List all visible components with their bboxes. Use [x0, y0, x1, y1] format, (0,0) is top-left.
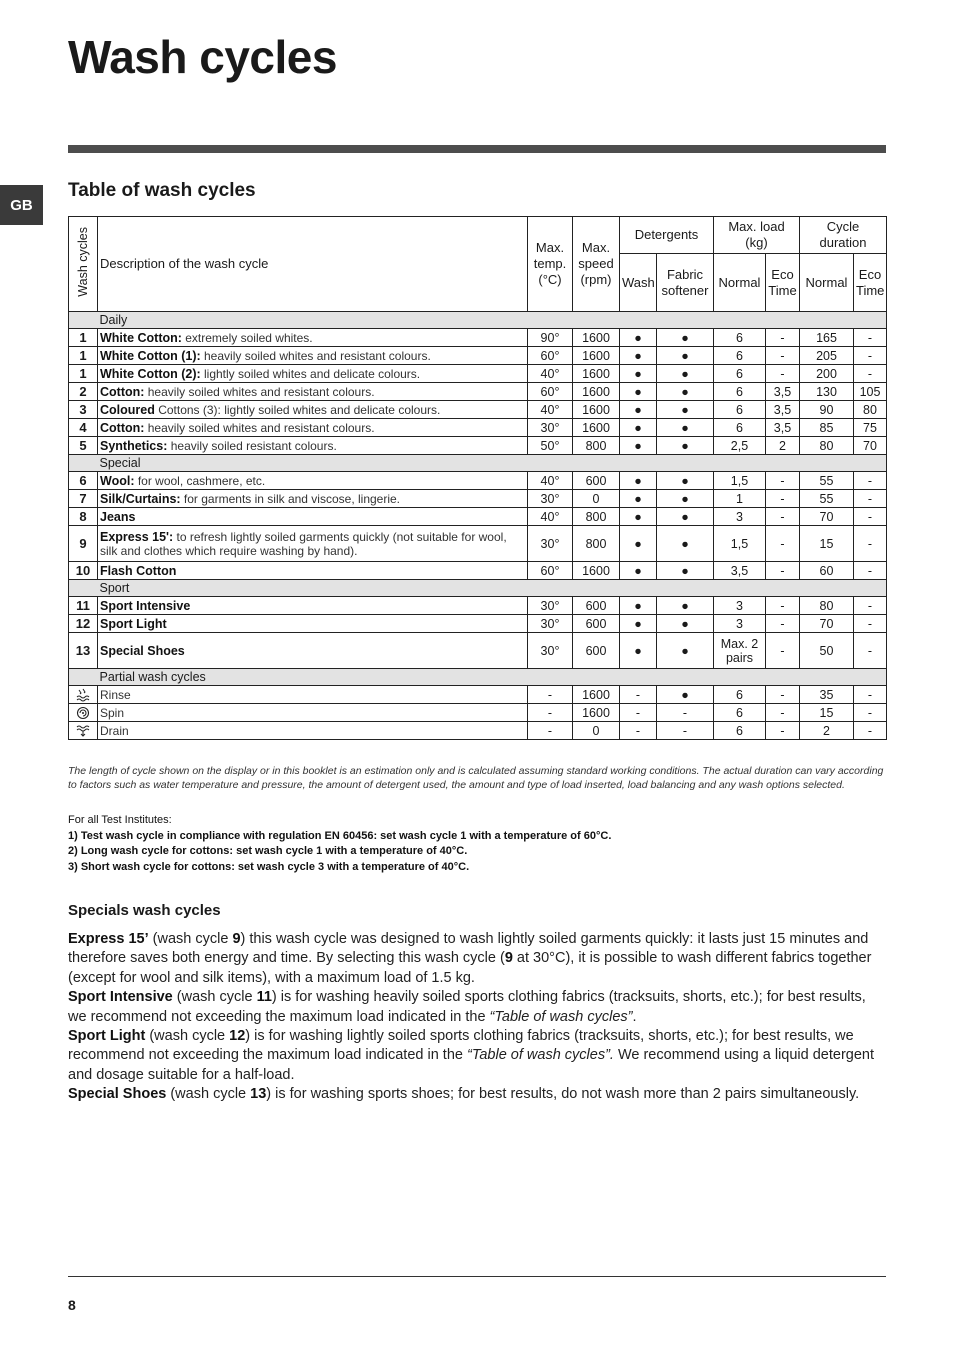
footer-divider [68, 1276, 886, 1277]
cell-wash-detergent: ● [620, 437, 657, 455]
cycle-number: 1 [69, 347, 98, 365]
cell-wash-detergent: ● [620, 633, 657, 669]
cell-load-eco: - [766, 508, 800, 526]
cell-fabric-softener: ● [657, 562, 714, 580]
special-shoes-paragraph: Special Shoes (wash cycle 13) is for washing sports shoes; for best results, do not wash more than 2 pairs simultaneously. [68, 1086, 860, 1103]
cell-duration-eco: - [854, 526, 887, 562]
cycle-number: 8 [69, 508, 98, 526]
cell-max-speed: 1600 [573, 401, 620, 419]
cell-max-temp: 30° [528, 419, 573, 437]
cell-load-eco: - [766, 490, 800, 508]
cell-max-speed: 1600 [573, 562, 620, 580]
cycle-name: Jeans [100, 509, 136, 524]
cycle-detail: Drain [100, 723, 129, 738]
cell-duration-normal: 70 [800, 508, 854, 526]
cycle-number: 5 [69, 437, 98, 455]
cell-load-eco: - [766, 365, 800, 383]
header-load-eco-time: Eco Time [766, 254, 800, 312]
header-wash: Wash [620, 254, 657, 312]
cell-duration-eco: - [854, 686, 887, 704]
cycle-description [98, 365, 528, 383]
cell-load-normal: 6 [714, 704, 766, 722]
cell-load-normal: 6 [714, 365, 766, 383]
cell-max-temp: - [528, 686, 573, 704]
cycle-name: Express 15': [100, 529, 174, 544]
cell-duration-normal: 55 [800, 472, 854, 490]
cycle-detail: heavily soiled whites and resistant colours. [144, 384, 375, 399]
cell-load-normal: 3,5 [714, 562, 766, 580]
cell-load-eco: - [766, 597, 800, 615]
cell-duration-normal: 15 [800, 526, 854, 562]
cycle-description [98, 562, 528, 580]
cell-load-eco: - [766, 686, 800, 704]
table-body [69, 312, 887, 740]
cell-wash-detergent: - [620, 722, 657, 740]
cell-fabric-softener: ● [657, 401, 714, 419]
cell-wash-detergent: ● [620, 526, 657, 562]
cell-load-eco: 2 [766, 437, 800, 455]
cycle-number: 4 [69, 419, 98, 437]
cell-load-eco: - [766, 526, 800, 562]
cell-wash-detergent: ● [620, 383, 657, 401]
cell-fabric-softener: ● [657, 419, 714, 437]
cycle-description [98, 722, 528, 740]
table-row [69, 329, 887, 347]
header-detergents: Detergents [620, 217, 714, 254]
cycle-description [98, 347, 528, 365]
cycle-name: Wool: [100, 473, 135, 488]
table-row [69, 490, 887, 508]
cell-load-eco: - [766, 329, 800, 347]
duration-note: The length of cycle shown on the display or in this booklet is an estimation only and is calculated assuming standard working conditions. The actual duration can vary according to factors such as water temperature and pressure, the amount of detergent used, the amount and type of load inserted, load balancing and any wash options selected. [68, 765, 884, 791]
table-row [69, 472, 887, 490]
cycle-detail: lightly soiled whites and delicate colours. [200, 366, 421, 381]
cell-load-eco: - [766, 615, 800, 633]
cycle-detail: heavily soiled whites and resistant colours. [200, 348, 431, 363]
table-row [69, 347, 887, 365]
cycle-number: 1 [69, 365, 98, 383]
cell-max-speed: 600 [573, 615, 620, 633]
wash-cycles-table [68, 216, 887, 740]
table-row [69, 419, 887, 437]
cell-fabric-softener: ● [657, 472, 714, 490]
cycle-number: 3 [69, 401, 98, 419]
cycle-detail: for garments in silk and viscose, lingerie. [180, 491, 401, 506]
cell-duration-normal: 200 [800, 365, 854, 383]
cell-load-normal: 1,5 [714, 472, 766, 490]
cell-load-normal: 3 [714, 508, 766, 526]
cell-max-temp: 50° [528, 437, 573, 455]
table-row [69, 365, 887, 383]
cell-load-eco: 3,5 [766, 419, 800, 437]
cell-load-eco: - [766, 633, 800, 669]
cycle-number: 12 [69, 615, 98, 633]
cycle-description [98, 526, 528, 562]
cell-duration-eco: 75 [854, 419, 887, 437]
cycle-number: 11 [69, 597, 98, 615]
cell-fabric-softener: - [657, 704, 714, 722]
cell-load-normal: 1,5 [714, 526, 766, 562]
cell-fabric-softener: ● [657, 329, 714, 347]
cell-duration-eco: 70 [854, 437, 887, 455]
cell-max-speed: 1600 [573, 383, 620, 401]
cell-max-speed: 1600 [573, 347, 620, 365]
cycle-name: Special Shoes [100, 643, 185, 658]
cycle-detail: heavily soiled whites and resistant colours. [144, 420, 375, 435]
drain-icon [69, 722, 98, 740]
cycle-description [98, 472, 528, 490]
table-row [69, 722, 887, 740]
cell-duration-normal: 35 [800, 686, 854, 704]
cell-max-speed: 800 [573, 508, 620, 526]
cell-max-temp: - [528, 704, 573, 722]
group-row [69, 580, 887, 597]
cell-load-eco: 3,5 [766, 401, 800, 419]
cycle-description [98, 704, 528, 722]
cell-max-temp: 40° [528, 508, 573, 526]
cycle-name: Coloured [100, 402, 155, 417]
cell-load-normal: 3 [714, 597, 766, 615]
test-institutes [68, 813, 886, 876]
group-row [69, 455, 887, 472]
cell-fabric-softener: ● [657, 508, 714, 526]
cycle-detail: Cottons (3): lightly soiled whites and delicate colours. [154, 402, 441, 417]
cell-wash-detergent: ● [620, 329, 657, 347]
cell-load-normal: 6 [714, 722, 766, 740]
cell-duration-eco: 80 [854, 401, 887, 419]
cell-max-temp: 60° [528, 383, 573, 401]
cycle-number: 6 [69, 472, 98, 490]
cell-max-speed: 1600 [573, 704, 620, 722]
cycle-description [98, 633, 528, 669]
cycle-name: White Cotton: [100, 330, 182, 345]
cell-duration-normal: 130 [800, 383, 854, 401]
cell-fabric-softener: ● [657, 526, 714, 562]
cell-duration-normal: 205 [800, 347, 854, 365]
cell-wash-detergent: ● [620, 347, 657, 365]
cycle-description [98, 419, 528, 437]
cell-duration-normal: 80 [800, 597, 854, 615]
institutes-item: 1) Test wash cycle in compliance with regulation EN 60456: set wash cycle 1 with a temperature of 60°C. [68, 829, 612, 842]
group-label: Partial wash cycles [98, 669, 887, 686]
cell-duration-eco: - [854, 347, 887, 365]
express-paragraph: Express 15’ (wash cycle 9) this wash cycle was designed to wash lightly soiled garments quickly: it lasts just 15 minutes and therefore saves both energy and time. By selecting this wash cycle (9 at 30°C), it is possible to wash different fabrics together (except for wool and silk items), with a maximum load of 1.5 kg. [68, 931, 872, 986]
table-row [69, 562, 887, 580]
header-max-speed: Max. speed (rpm) [573, 217, 620, 312]
cycle-detail: extremely soiled whites. [181, 330, 313, 345]
group-row [69, 312, 887, 329]
cell-max-temp: 40° [528, 365, 573, 383]
cell-wash-detergent: - [620, 686, 657, 704]
cell-duration-normal: 90 [800, 401, 854, 419]
cycle-name: Silk/Curtains: [100, 491, 181, 506]
cell-duration-normal: 50 [800, 633, 854, 669]
cell-duration-normal: 55 [800, 490, 854, 508]
cell-fabric-softener: ● [657, 490, 714, 508]
language-tab: GB [0, 185, 43, 225]
cycle-name: Sport Light [100, 616, 167, 631]
rinse-icon [69, 686, 98, 704]
cell-max-speed: 0 [573, 490, 620, 508]
cell-wash-detergent: ● [620, 562, 657, 580]
cycle-description [98, 329, 528, 347]
cell-max-temp: 40° [528, 472, 573, 490]
cell-fabric-softener: ● [657, 437, 714, 455]
cell-max-temp: 60° [528, 347, 573, 365]
cell-load-normal: 6 [714, 419, 766, 437]
cell-duration-normal: 165 [800, 329, 854, 347]
header-wash-cycles: Wash cycles [69, 217, 98, 312]
cell-load-normal: 6 [714, 329, 766, 347]
cell-load-normal: 6 [714, 686, 766, 704]
cell-duration-eco: - [854, 329, 887, 347]
cell-max-speed: 1600 [573, 365, 620, 383]
cell-wash-detergent: ● [620, 419, 657, 437]
cell-wash-detergent: - [620, 704, 657, 722]
table-row [69, 508, 887, 526]
cycle-description [98, 597, 528, 615]
cell-load-eco: 3,5 [766, 383, 800, 401]
cell-max-temp: - [528, 722, 573, 740]
cell-max-speed: 800 [573, 437, 620, 455]
cell-max-speed: 600 [573, 472, 620, 490]
cell-duration-eco: - [854, 633, 887, 669]
table-row [69, 597, 887, 615]
cycle-detail: for wool, cashmere, etc. [134, 473, 266, 488]
cell-max-speed: 600 [573, 597, 620, 615]
cell-load-eco: - [766, 472, 800, 490]
cell-max-temp: 30° [528, 526, 573, 562]
cell-duration-normal: 70 [800, 615, 854, 633]
cycle-name: Sport Intensive [100, 598, 191, 613]
cycle-name: White Cotton (1): [100, 348, 201, 363]
cell-fabric-softener: ● [657, 365, 714, 383]
institutes-item: 2) Long wash cycle for cottons: set wash cycle 1 with a temperature of 40°C. [68, 845, 468, 858]
table-row [69, 526, 887, 562]
header-duration-eco-time: Eco Time [854, 254, 887, 312]
cell-load-eco: - [766, 722, 800, 740]
header-description: Description of the wash cycle [98, 217, 528, 312]
cycle-detail: Spin [100, 705, 125, 720]
cell-wash-detergent: ● [620, 472, 657, 490]
cell-wash-detergent: ● [620, 490, 657, 508]
cell-fabric-softener: ● [657, 615, 714, 633]
cell-load-eco: - [766, 704, 800, 722]
cycle-description [98, 437, 528, 455]
cell-max-temp: 30° [528, 597, 573, 615]
cycle-description [98, 383, 528, 401]
cell-load-normal: 3 [714, 615, 766, 633]
cycle-description [98, 490, 528, 508]
cycle-description [98, 508, 528, 526]
cell-max-speed: 1600 [573, 686, 620, 704]
cycle-detail: Rinse [100, 687, 131, 702]
cell-load-normal: 6 [714, 401, 766, 419]
cell-duration-eco: - [854, 472, 887, 490]
header-fabric-softener: Fabric softener [657, 254, 714, 312]
header-max-load: Max. load (kg) [714, 217, 800, 254]
header-divider [68, 145, 886, 153]
group-row [69, 669, 887, 686]
cell-duration-normal: 2 [800, 722, 854, 740]
cell-duration-eco: - [854, 508, 887, 526]
group-label: Special [98, 455, 887, 472]
cell-load-normal: 1 [714, 490, 766, 508]
cell-max-temp: 90° [528, 329, 573, 347]
page-number: 8 [68, 1297, 76, 1313]
cycle-description [98, 615, 528, 633]
cell-fabric-softener: - [657, 722, 714, 740]
table-row [69, 686, 887, 704]
cell-max-speed: 600 [573, 633, 620, 669]
cell-wash-detergent: ● [620, 615, 657, 633]
cycle-description [98, 401, 528, 419]
cycle-name: Cotton: [100, 384, 145, 399]
cell-max-speed: 800 [573, 526, 620, 562]
cell-max-temp: 40° [528, 401, 573, 419]
cell-load-normal: 6 [714, 347, 766, 365]
cell-fabric-softener: ● [657, 383, 714, 401]
group-label: Daily [98, 312, 887, 329]
table-title: Table of wash cycles [68, 180, 256, 201]
cell-duration-eco: - [854, 597, 887, 615]
table-row [69, 383, 887, 401]
cell-max-temp: 60° [528, 562, 573, 580]
cycle-detail: heavily soiled resistant colours. [167, 438, 337, 453]
cell-load-eco: - [766, 562, 800, 580]
table-row [69, 704, 887, 722]
cell-duration-normal: 60 [800, 562, 854, 580]
specials-text [68, 930, 888, 1105]
cell-max-speed: 1600 [573, 419, 620, 437]
cycle-number: 9 [69, 526, 98, 562]
cycle-number: 7 [69, 490, 98, 508]
table-row [69, 633, 887, 669]
cell-max-temp: 30° [528, 490, 573, 508]
header-duration-normal: Normal [800, 254, 854, 312]
cell-max-speed: 1600 [573, 329, 620, 347]
cell-duration-eco: - [854, 365, 887, 383]
table-row [69, 615, 887, 633]
table-row [69, 437, 887, 455]
cell-max-speed: 0 [573, 722, 620, 740]
specials-heading: Specials wash cycles [68, 902, 221, 919]
header-cycle-duration: Cycle duration [800, 217, 887, 254]
cycle-number: 2 [69, 383, 98, 401]
cell-duration-eco: - [854, 704, 887, 722]
header-max-temp: Max. temp. (°C) [528, 217, 573, 312]
cell-wash-detergent: ● [620, 365, 657, 383]
page-title: Wash cycles [68, 31, 337, 83]
cell-wash-detergent: ● [620, 401, 657, 419]
cycle-description [98, 686, 528, 704]
cycle-detail: to refresh lightly soiled garments quickly (not suitable for wool, silk and clothes which require washing by hand). [100, 529, 507, 558]
cell-fabric-softener: ● [657, 686, 714, 704]
table-row [69, 401, 887, 419]
cell-fabric-softener: ● [657, 347, 714, 365]
cycle-name: Cotton: [100, 420, 145, 435]
cycle-number: 10 [69, 562, 98, 580]
cell-max-temp: 30° [528, 615, 573, 633]
cell-load-normal: 6 [714, 383, 766, 401]
cell-wash-detergent: ● [620, 508, 657, 526]
cycle-name: Synthetics: [100, 438, 168, 453]
group-label: Sport [98, 580, 887, 597]
cycle-name: Flash Cotton [100, 563, 177, 578]
sport-intensive-paragraph: Sport Intensive (wash cycle 11) is for washing heavily soiled sports clothing fabrics (tracksuits, shorts, etc.); for best results, we recommend not exceeding the maximum load indicated in the “Table of wash cycles”. [68, 989, 866, 1025]
cell-load-normal: 2,5 [714, 437, 766, 455]
institutes-item: 3) Short wash cycle for cottons: set wash cycle 3 with a temperature of 40°C. [68, 861, 470, 874]
cell-duration-eco: - [854, 562, 887, 580]
cycle-name: White Cotton (2): [100, 366, 201, 381]
cell-wash-detergent: ● [620, 597, 657, 615]
header-load-normal: Normal [714, 254, 766, 312]
cell-duration-normal: 85 [800, 419, 854, 437]
cell-load-normal: Max. 2 pairs [714, 633, 766, 669]
cell-duration-normal: 15 [800, 704, 854, 722]
sport-light-paragraph: Sport Light (wash cycle 12) is for washing lightly soiled sports clothing fabrics (tracksuits, shorts, etc.); for best results, we recommend not exceeding the maximum load indicated in the “Table of wash cycles”. We recommend using a liquid detergent and dosage suitable for a half-load. [68, 1028, 875, 1083]
cell-duration-eco: - [854, 490, 887, 508]
institutes-heading: For all Test Institutes: [68, 814, 172, 826]
cell-fabric-softener: ● [657, 597, 714, 615]
cell-duration-eco: - [854, 722, 887, 740]
cell-duration-eco: 105 [854, 383, 887, 401]
cell-load-eco: - [766, 347, 800, 365]
cell-duration-normal: 80 [800, 437, 854, 455]
spin-icon [69, 704, 98, 722]
cycle-number: 13 [69, 633, 98, 669]
cell-max-temp: 30° [528, 633, 573, 669]
cell-fabric-softener: ● [657, 633, 714, 669]
cycle-number: 1 [69, 329, 98, 347]
cell-duration-eco: - [854, 615, 887, 633]
